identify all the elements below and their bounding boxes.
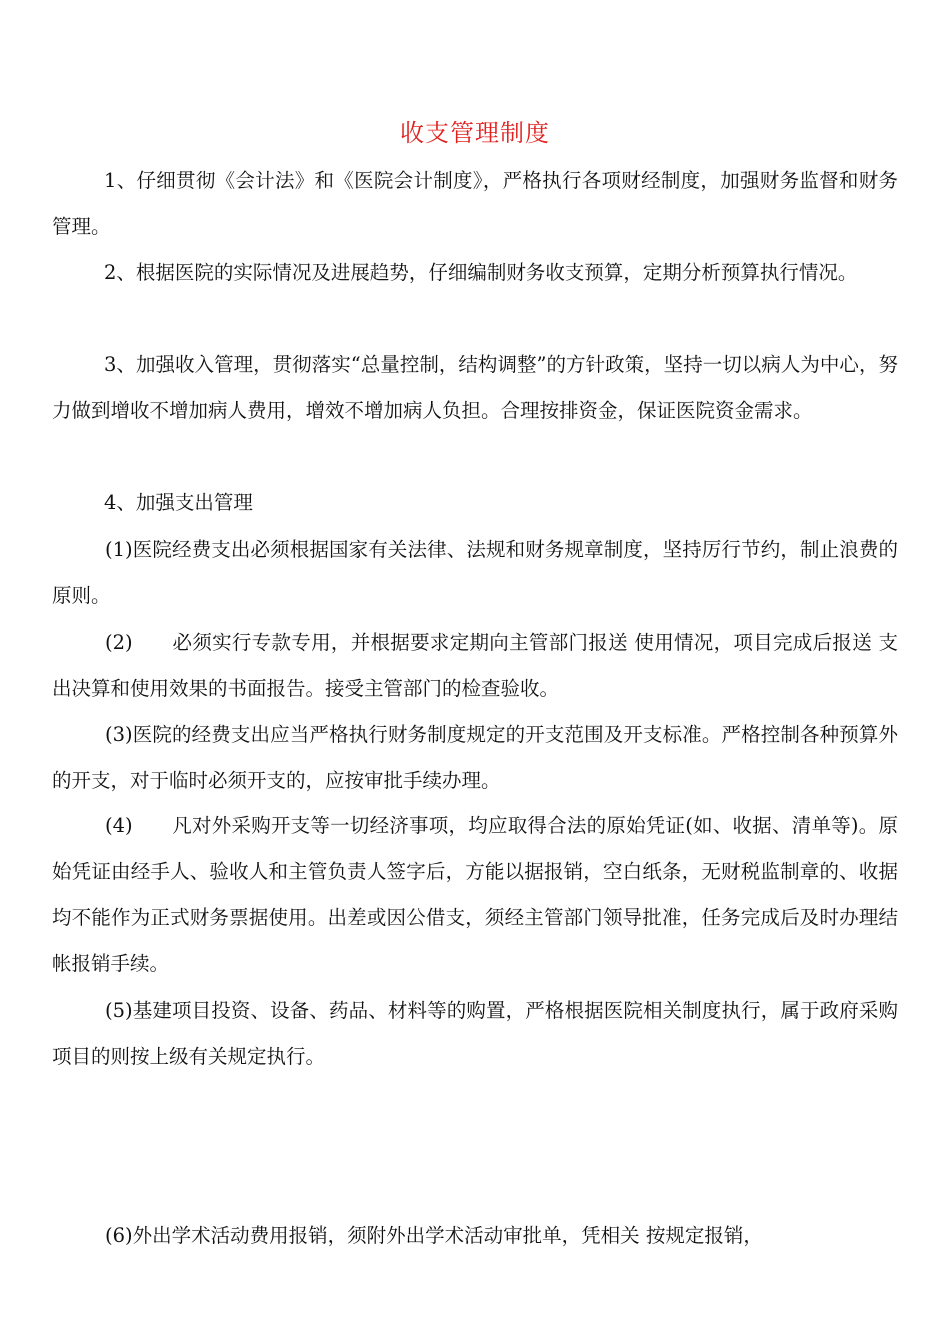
paragraph-3: 3、加强收入管理，贯彻落实“总量控制，结构调整”的方针政策，坚持一切以病人为中心，努力做到增收不增加病人费用，增效不增加病人负担。合理按排资金，保证医院资金需求。 [52, 353, 898, 422]
paragraph-4-1: (1)医院经费支出必须根据国家有关法律、法规和财务规章制度，坚持厉行节约，制止浪费的原则。 [52, 538, 898, 607]
paragraph-4-2: (2) 必须实行专款专用，并根据要求定期向主管部门报送 使用情况，项目完成后报送 支出决算和使用效果的书面报告。接受主管部门的检查验收。 [52, 631, 898, 700]
paragraph-4-4: (4) 凡对外采购开支等一切经济事项，均应取得合法的原始凭证(如、收据、清单等)。原始凭证由经手人、验收人和主管负责人签字后，方能以据报销，空白纸条，无财税监制章的、收据均不能作为正式财务票据使用。出差或因公借支，须经主管部门领导批准，任务完成后及时办理结帐报销手续。 [52, 814, 898, 975]
document-title: 收支管理制度 [400, 119, 550, 147]
paragraph-4-heading: 4、加强支出管理 [104, 491, 253, 514]
paragraph-1: 1、仔细贯彻《会计法》和《医院会计制度》，严格执行各项财经制度，加强财务监督和财务管理。 [52, 169, 898, 238]
paragraph-2: 2、根据医院的实际情况及进展趋势，仔细编制财务收支预算，定期分析预算执行情况。 [104, 261, 858, 284]
paragraph-4-6: (6)外出学术活动费用报销，须附外出学术活动审批单，凭相关 按规定报销， [105, 1224, 763, 1247]
paragraph-4-3: (3)医院的经费支出应当严格执行财务制度规定的开支范围及开支标准。严格控制各种预算外的开支，对于临时必须开支的，应按审批手续办理。 [52, 723, 898, 792]
paragraph-4-5: (5)基建项目投资、设备、药品、材料等的购置，严格根据医院相关制度执行，属于政府采购项目的则按上级有关规定执行。 [52, 999, 898, 1068]
